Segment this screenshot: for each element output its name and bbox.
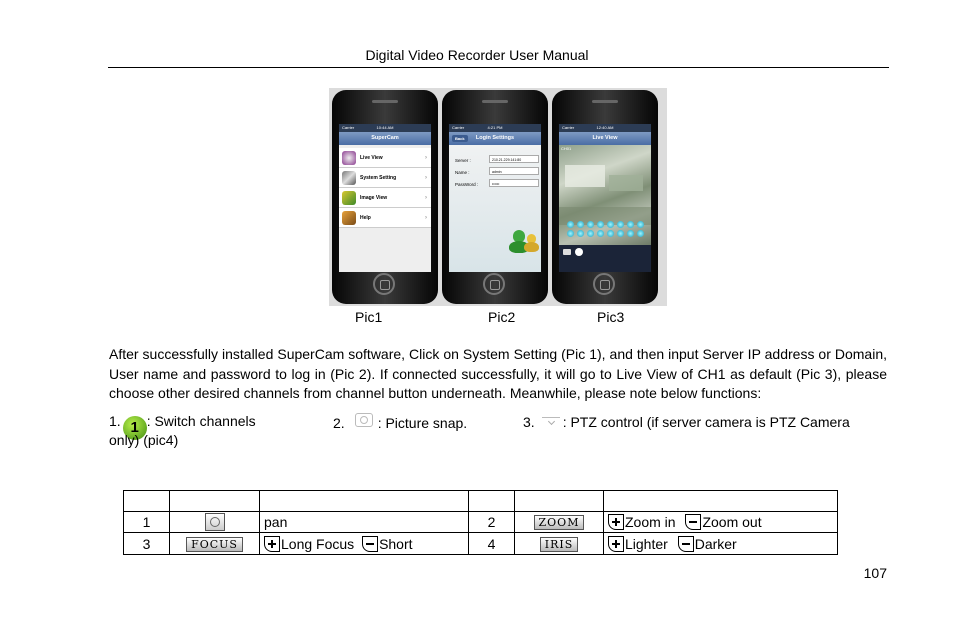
channel-tag: CH01 [561, 146, 572, 151]
channel-button[interactable] [597, 221, 604, 228]
back-button[interactable]: Back [452, 135, 468, 142]
channel-button[interactable] [627, 230, 634, 237]
channel-button[interactable] [617, 221, 624, 228]
chevron-right-icon: › [425, 174, 427, 181]
function-number: 3. [523, 414, 535, 430]
name-label: Name : [455, 170, 470, 175]
home-button [593, 273, 615, 295]
phone-pic3 [552, 90, 658, 304]
channel-buttons-row-2 [567, 230, 647, 237]
snapshot-icon [353, 413, 377, 431]
function-text: : Switch channels [146, 413, 256, 429]
menu-item-label: Help [360, 214, 371, 221]
table-cell [469, 491, 515, 512]
ptz-control-icon [541, 413, 563, 429]
iris-darker-icon[interactable] [678, 536, 694, 552]
phone-pic2 [442, 90, 548, 304]
caption-pic2: Pic2 [488, 309, 516, 325]
channel-button[interactable] [617, 230, 624, 237]
iris-button[interactable]: IRIS [540, 537, 579, 552]
chevron-right-icon: › [425, 154, 427, 161]
chevron-right-icon: › [425, 214, 427, 221]
channel-buttons-row-1 [567, 221, 647, 228]
table-cell [260, 491, 469, 512]
password-input[interactable]: •••••• [489, 179, 539, 187]
password-label: PassWord : [455, 182, 479, 187]
table-cell [515, 491, 604, 512]
status-time: 4:21 PM [487, 125, 503, 130]
server-label: Server : [455, 158, 471, 163]
zoom-button[interactable]: ZOOM [534, 515, 585, 530]
iris-cell [515, 533, 604, 555]
function-3 [523, 413, 850, 430]
instructions-paragraph [109, 345, 887, 404]
row-number: 3 [124, 533, 170, 555]
focus-long-label: Long Focus [281, 535, 355, 552]
name-input[interactable]: admin [489, 167, 539, 175]
tools-icon [342, 171, 356, 185]
zoom-in-label: Zoom in [625, 513, 676, 530]
row-number: 2 [469, 511, 515, 533]
row-number: 4 [469, 533, 515, 555]
focus-cell [170, 533, 260, 555]
menu-item-system-setting[interactable] [339, 168, 431, 188]
eye-icon [342, 151, 356, 165]
help-box-icon [342, 211, 356, 225]
menu-item-image-view[interactable] [339, 188, 431, 208]
channel-button[interactable] [607, 230, 614, 237]
caption-pic1: Pic1 [355, 309, 383, 325]
pan-cell [170, 511, 260, 533]
table-cell [124, 491, 170, 512]
focus-long-icon[interactable] [264, 536, 280, 552]
channel-button[interactable] [597, 230, 604, 237]
phone-screen-pic1 [339, 124, 431, 272]
channel-button[interactable] [567, 221, 574, 228]
paragraph-text: After successfully installed SuperCam software, Click on System Setting (Pic 1), and then input Server IP address or Domain, User name and password to log in (Pic 2). If connected successfully, it will go to Live View of CH1 as default (Pic 3), please choose other desired channels from channel button underneath. Meanwhile, please note below functions: [109, 346, 887, 401]
iris-darker-label: Darker [694, 535, 737, 552]
page-number: 107 [863, 565, 887, 581]
function-list [109, 413, 887, 436]
nav-title: Live View [559, 132, 651, 145]
channel-button[interactable] [577, 221, 584, 228]
pan-description: pan [260, 511, 469, 533]
zoom-out-icon[interactable] [685, 514, 701, 530]
status-time: 10:44 AM [376, 125, 394, 130]
name-row [455, 167, 541, 179]
home-button [483, 273, 505, 295]
carrier-label: Carrier [452, 125, 465, 130]
header-rule [108, 67, 889, 68]
ptz-icon[interactable] [575, 248, 583, 256]
server-row [455, 155, 541, 167]
channel-button[interactable] [627, 221, 634, 228]
channel-button[interactable] [587, 230, 594, 237]
iris-lighter-label: Lighter [625, 535, 668, 552]
menu-item-label: Live View [360, 154, 383, 161]
function-number: 2. [333, 415, 345, 431]
iris-description [604, 533, 838, 555]
carrier-label: Carrier [342, 125, 355, 130]
zoom-out-label: Zoom out [702, 513, 762, 530]
page-header: Digital Video Recorder User Manual [365, 47, 589, 63]
menu-item-live-view[interactable] [339, 148, 431, 168]
function-number: 1. [109, 413, 121, 429]
pan-icon[interactable] [205, 513, 225, 531]
phone-screen-pic3 [559, 124, 651, 272]
phone-screen-pic2 [449, 124, 541, 272]
menu-item-label: Image View [360, 194, 388, 201]
channel-button[interactable] [567, 230, 574, 237]
function-2 [333, 413, 467, 431]
phone-screenshots [329, 88, 667, 306]
camera-snap-icon[interactable] [563, 249, 571, 255]
function-text: : PTZ control (if server camera is PTZ Camera [562, 414, 850, 430]
channel-button[interactable] [637, 230, 644, 237]
focus-description [260, 533, 469, 555]
table-row [124, 511, 838, 533]
row-number: 1 [124, 511, 170, 533]
channel-button[interactable] [577, 230, 584, 237]
phone-pic1 [332, 90, 438, 304]
menu-item-help[interactable] [339, 208, 431, 228]
focus-short-label: Short [379, 535, 413, 552]
channel-button[interactable] [607, 221, 614, 228]
zoom-in-icon[interactable] [608, 514, 624, 530]
image-icon [342, 191, 356, 205]
nav-title: Login Settings [475, 135, 515, 141]
server-input[interactable]: 210.21.229.141:80 [489, 155, 539, 163]
status-time: 12:40 AM [596, 125, 614, 130]
function-text: : Picture snap. [377, 415, 468, 431]
channel-number-icon: 1 [123, 416, 147, 440]
focus-button[interactable]: FOCUS [186, 537, 243, 552]
iris-lighter-icon[interactable] [608, 536, 624, 552]
table-header-row [124, 491, 838, 512]
menu-item-label: System Setting [360, 174, 397, 181]
chevron-right-icon: › [425, 194, 427, 201]
home-button [373, 273, 395, 295]
zoom-cell [515, 511, 604, 533]
channel-button[interactable] [587, 221, 594, 228]
function-continuation: only) (pic4) [109, 432, 179, 448]
nav-title: SuperCam [339, 132, 431, 145]
ptz-table [123, 490, 838, 555]
table-row [124, 533, 838, 555]
focus-short-icon[interactable] [362, 536, 378, 552]
carrier-label: Carrier [562, 125, 575, 130]
zoom-description [604, 511, 838, 533]
password-row [455, 179, 541, 191]
table-cell [170, 491, 260, 512]
channel-button[interactable] [637, 221, 644, 228]
toolbar [559, 245, 651, 272]
caption-pic3: Pic3 [597, 309, 625, 325]
table-cell [604, 491, 838, 512]
